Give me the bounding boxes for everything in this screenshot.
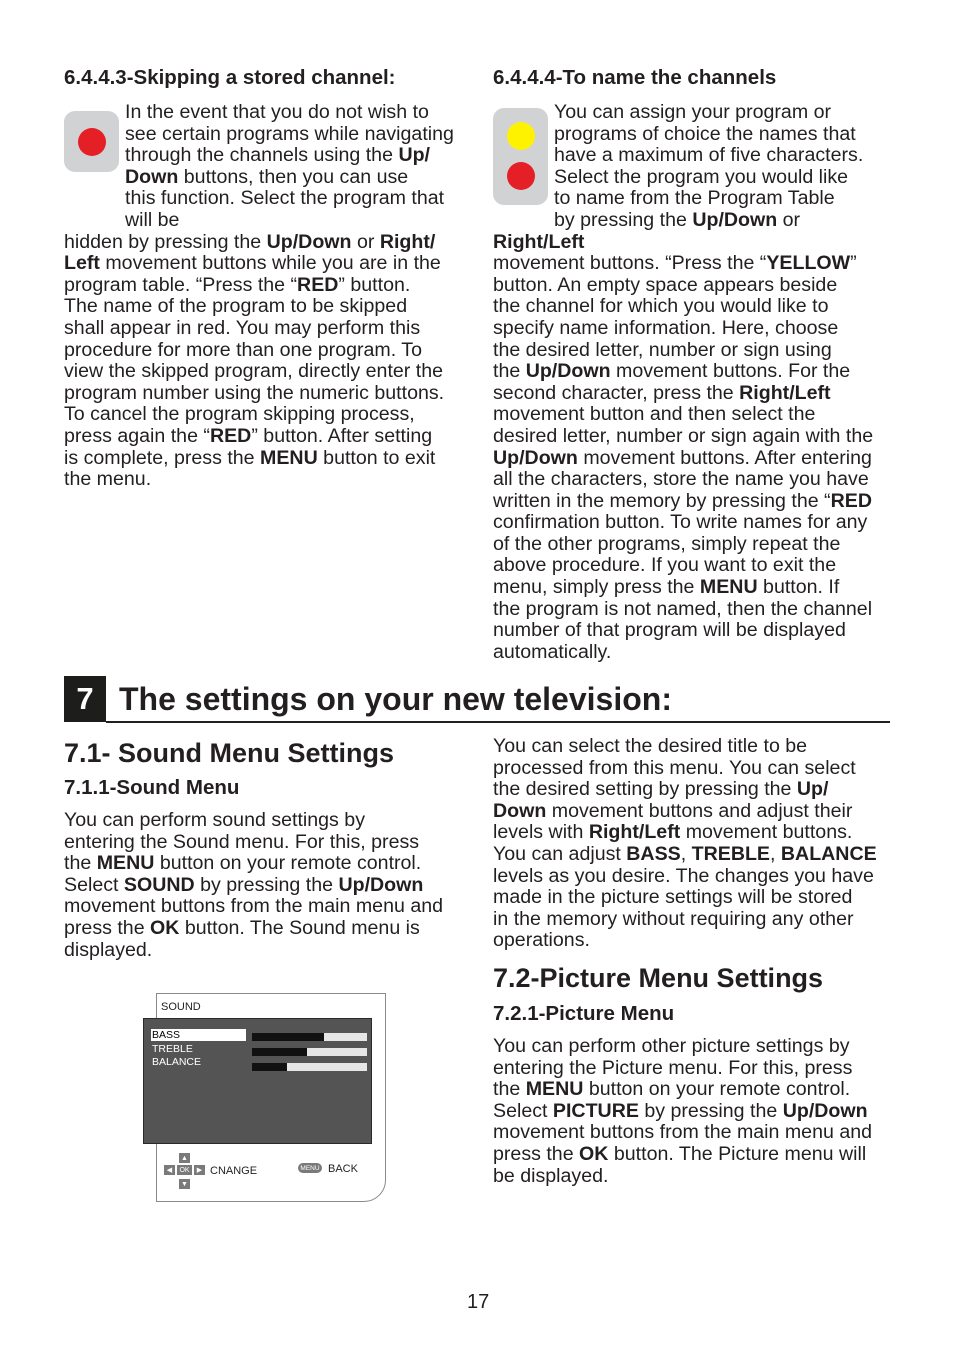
- skipping-paragraph: [64, 102, 464, 491]
- nav-right-icon: ▶: [194, 1165, 205, 1175]
- skipping-text: In the event that you do not wish to see certain programs while navigating through the channels using the Up/ Down buttons, then you can use this function. Select the program that will be hidden by pressing the Up/Down or Right/ Left movement buttons while you are in the program table. “Press the “RED” button. The name of the program to be skipped shall appear in red. You may perform this procedure for more than one program. To view the skipped program, directly enter the program number using the numeric buttons. To cancel the program skipping process, press again the “RED” button. After setting is complete, press the MENU button to exit the menu.: [64, 101, 454, 491]
- picture-menu-text: You can perform other picture settings by entering the Picture menu. For this, press the MENU button on your remote control. Select PICTURE by pressing the Up/Down movement buttons from the main menu and press the OK button. The Picture menu will be displayed.: [493, 1035, 873, 1187]
- osd-item-treble: TREBLE: [152, 1043, 193, 1055]
- osd-item-balance: BALANCE: [152, 1056, 202, 1068]
- sound-adjust-text: You can select the desired title to be processed from this menu. You can select the desired setting by pressing the Up/ Down movement buttons and adjust their levels with Right/Left movement buttons. You can adjust BASS, TREBLE, BALANCE levels as you desire. The changes you have made in the picture settings will be stored in the memory without requiring any other operations.: [493, 735, 877, 952]
- osd-bar-balance: [252, 1063, 367, 1071]
- osd-fill-balance: [252, 1063, 287, 1071]
- osd-fill-treble: [252, 1048, 307, 1056]
- nav-down-icon: ▼: [179, 1179, 190, 1189]
- sound-menu-subheading: 7.1.1-Sound Menu: [64, 776, 240, 799]
- picture-menu-subheading: 7.2.1-Picture Menu: [493, 1002, 675, 1025]
- osd-bar-treble: [252, 1048, 367, 1056]
- section-heading-naming: 6.4.4.4-To name the channels: [493, 66, 777, 89]
- page-number: 17: [467, 1291, 490, 1313]
- naming-paragraph: [493, 102, 893, 663]
- naming-text: You can assign your program or programs of choice the names that have a maximum of five characters. Select the program you would like to name from the Program Table by pressing the Up/Down or Right/Left movement buttons. “Press the “YELLOW” button. An empty space appears beside the channel for which you would like to specify name information. Here, choose the desired letter, number or sign using the Up/Down movement buttons. For the second character, press the Right/Left movement button and then select the desired letter, number or sign again with the Up/Down movement buttons. After entering all the characters, store the name you have written in the memory by pressing the “RED confirmation button. To write names for any of the other programs, simply repeat the above procedure. If you want to exit the menu, simply press the MENU button. If the program is not named, then the channel number of that program will be displayed automatically.: [493, 101, 874, 663]
- osd-item-bass: BASS: [151, 1029, 246, 1041]
- menu-button-icon: MENU: [298, 1163, 322, 1173]
- section-heading-skipping: 6.4.4.3-Skipping a stored channel:: [64, 66, 396, 89]
- nav-left-icon: ◀: [164, 1165, 175, 1175]
- osd-title: SOUND: [161, 1001, 201, 1013]
- osd-back-label: BACK: [328, 1163, 358, 1175]
- chapter-title: The settings on your new television:: [119, 681, 672, 717]
- osd-bar-bass: [252, 1033, 367, 1041]
- osd-fill-bass: [252, 1033, 324, 1041]
- osd-change-label: CNANGE: [210, 1165, 258, 1177]
- sound-menu-text: You can perform sound settings by entering the Sound menu. For this, press the MENU button on your remote control. Select SOUND by pressing the Up/Down movement buttons from the main menu and press the OK button. The Sound menu is displayed.: [64, 809, 444, 961]
- picture-settings-heading: 7.2-Picture Menu Settings: [493, 963, 824, 993]
- nav-ok-icon: OK: [177, 1165, 192, 1175]
- chapter-rule: [106, 721, 890, 723]
- nav-up-icon: ▲: [179, 1153, 190, 1163]
- chapter-number: 7: [64, 676, 106, 722]
- sound-settings-heading: 7.1- Sound Menu Settings: [64, 738, 395, 768]
